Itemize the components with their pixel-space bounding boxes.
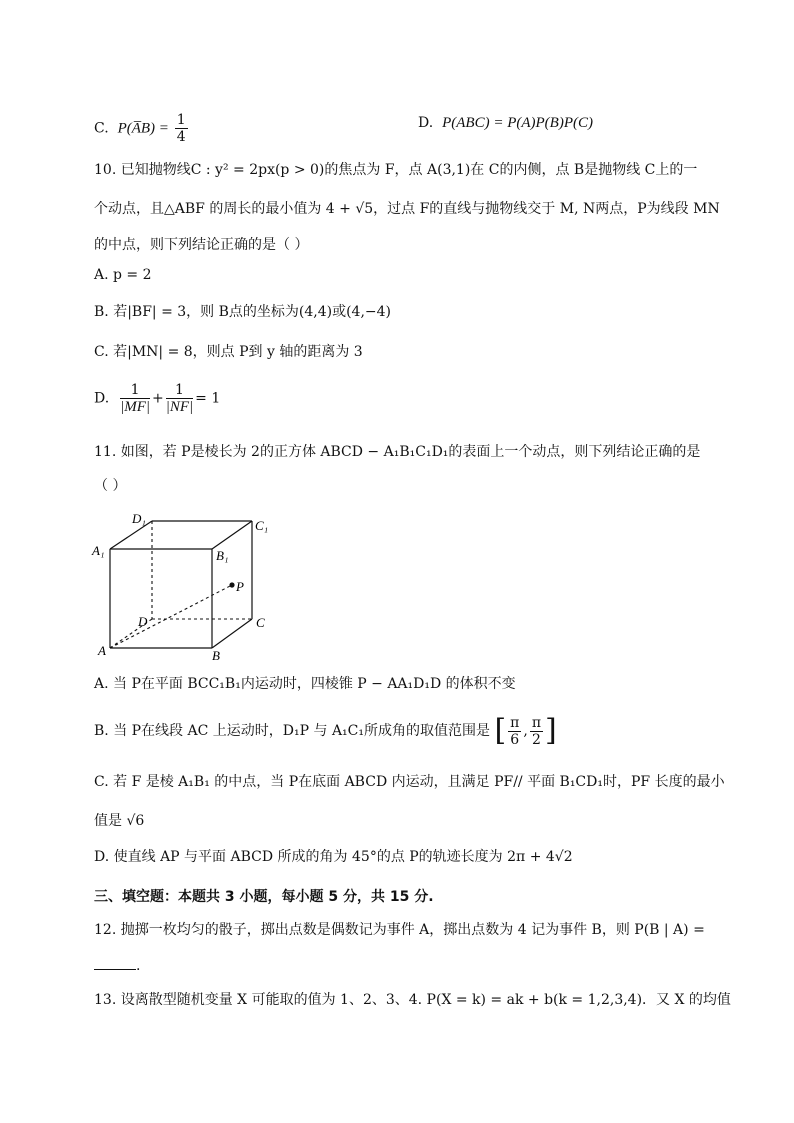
q9-option-c-label: C. [94, 120, 109, 137]
q9-option-c-fraction [175, 112, 188, 145]
q10-stem-line3: 的中点，则下列结论正确的是（ ） [94, 237, 309, 253]
q12-answer-blank-line [94, 956, 140, 976]
q11-option-b-interval-close: ] [545, 713, 557, 748]
q11-option-b-fraction-2 [530, 715, 543, 748]
label-d: D [138, 614, 148, 629]
q9-option-d-label: D. [418, 115, 434, 131]
q10-stem-line1: 10. 已知抛物线C : y² = 2px(p > 0)的焦点为 F，点 A(3,1)在 C的内侧，点 B是抛物线 C上的一 [94, 162, 698, 178]
q11-option-c-line1: C. 若 F 是棱 A₁B₁ 的中点，当 P在底面 ABCD 内运动，且满足 PF// 平面 B₁CD₁时，PF 长度的最小 [94, 774, 725, 790]
q12-answer-blank[interactable] [94, 957, 136, 970]
q11-option-b-num2: π [531, 714, 542, 731]
label-p: P [236, 579, 244, 594]
cube-figure [90, 505, 290, 665]
q10-option-d-eq: = 1 [195, 390, 221, 407]
label-d1: D₁ [132, 511, 146, 526]
q9-option-d [418, 113, 593, 133]
q11-option-b: B. 当 P在线段 AC 上运动时，D₁P 与 A₁C₁所成角的取值范围是 [ $\frac{\pi}{6}$ , $\frac{\pi}{2}$ ] [94, 713, 557, 748]
q9-option-c [94, 112, 190, 145]
q10-option-b: B. 若|BF| = 3，则 B点的坐标为(4,4)或(4,−4) [94, 304, 392, 320]
q12-period: . [136, 958, 141, 974]
q11-option-b-den2: 2 [531, 731, 541, 748]
label-c1: C₁ [255, 518, 269, 533]
q10-option-c: C. 若|MN| = 8，则点 P到 y 轴的距离为 3 [94, 344, 363, 360]
q11-stem-line1: 11. 如图，若 P是棱长为 2的正方体 ABCD − A₁B₁C₁D₁的表面上一个动点，则下列结论正确的是 [94, 444, 701, 460]
q9-option-d-formula: P(ABC) = P(A)P(B)P(C) [442, 115, 593, 131]
q10-option-d-fraction-2 [166, 382, 193, 415]
q11-option-b-den1: 6 [510, 731, 520, 748]
q10-option-d [94, 382, 220, 415]
q9-option-c-numerator: 1 [176, 112, 186, 128]
q12-stem-line1: 12. 抛掷一枚均匀的骰子，掷出点数是偶数记为事件 A，掷出点数为 4 记为事件 B，则 P(B | A) = [94, 922, 705, 938]
label-b1: B₁ [216, 548, 229, 563]
q10-option-d-den2: |NF| [165, 399, 194, 415]
label-b: B [212, 648, 220, 663]
q11-option-a: A. 当 P在平面 BCC₁B₁内运动时，四棱锥 P − AA₁D₁D 的体积不变 [94, 676, 516, 692]
edge-c1-b1 [212, 521, 252, 549]
q11-option-b-text: B. 当 P在线段 AC 上运动时，D₁P 与 A₁C₁所成角的取值范围是 [94, 723, 490, 739]
q10-option-d-label: D. [94, 390, 110, 407]
q10-stem-line2: 个动点，且△ABF 的周长的最小值为 4 + √5，过点 F的直线与抛物线交于 M, N两点，P为线段 MN [94, 201, 720, 217]
q11-option-b-fraction-1 [508, 715, 521, 748]
q10-option-d-fraction-1 [120, 382, 150, 415]
q10-option-d-den1: |MF| [120, 399, 150, 415]
q10-option-d-num2: 1 [166, 382, 193, 399]
q13-stem-line1: 13. 设离散型随机变量 X 可能取的值为 1、2、3、4. P(X = k) = ak + b(k = 1,2,3,4)．又 X 的均值 [94, 992, 731, 1008]
q10-option-d-num1: 1 [120, 382, 150, 399]
q11-option-d: D. 使直线 AP 与平面 ABCD 所成的角为 45°的点 P的轨迹长度为 2π + 4√2 [94, 849, 573, 865]
edge-c-b [212, 619, 252, 648]
label-a: A [98, 643, 106, 658]
label-c: C [256, 615, 265, 630]
q11-option-c-line2: 值是 √6 [94, 813, 145, 829]
section-3-heading: 三、填空题：本题共 3 小题，每小题 5 分，共 15 分. [94, 889, 434, 905]
q11-option-b-num1: π [510, 714, 520, 731]
segment-a-p [110, 585, 232, 648]
q10-option-d-plus: + [152, 390, 164, 407]
q9-option-c-formula: P(A̅B) = [117, 120, 173, 137]
q9-option-c-denominator: 4 [176, 129, 186, 145]
point-p [229, 582, 234, 587]
q10-option-a: A. p = 2 [94, 267, 152, 283]
label-a1: A₁ [92, 543, 105, 558]
q11-option-b-interval: [ [494, 713, 507, 748]
q11-stem-line2: （ ） [94, 478, 127, 494]
